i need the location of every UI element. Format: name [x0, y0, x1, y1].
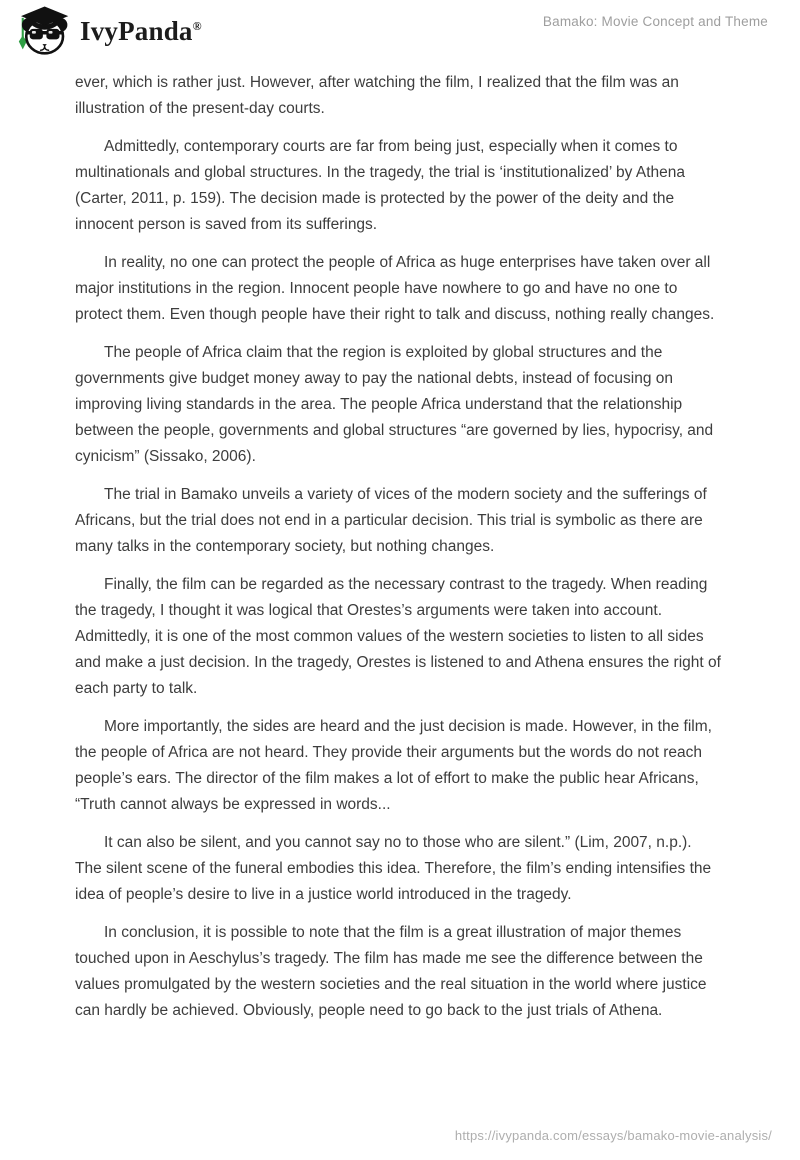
paragraph: Admittedly, contemporary courts are far from being just, especially when it comes to multinationals and global structures. In the tragedy, the trial is ‘institutionalized’ by Athena (Carter, 2011, p. 159). The decision made is protected by the power of the deity and the innocent person is saved from its sufferings. — [75, 138, 686, 233]
brand — [14, 5, 202, 57]
brand-name — [80, 16, 202, 47]
source-url: https://ivypanda.com/essays/bamako-movie-analysis/ — [454, 1128, 772, 1143]
paragraph: It can also be silent, and you cannot say no to those who are silent.” (Lim, 2007, n.p.). The silent scene of the funeral embodies this idea. Therefore, the film’s ending intensifies the idea of people’s desire to live in a justice world introduced in the tragedy. — [75, 834, 712, 903]
header — [0, 0, 800, 62]
paragraph: In conclusion, it is possible to note that the film is a great illustration of major themes touched upon in Aeschylus’s tragedy. The film has made me see the difference between the values promulgated by the western societies and the real situation in the world where justice can hardly be achieved. Obviously, people need to go back to the just trials of Athena. — [75, 924, 707, 1019]
ivypanda-panda-logo-icon — [14, 5, 70, 57]
essay-body — [75, 70, 721, 1036]
document-title: Bamako: Movie Concept and Theme — [542, 14, 768, 29]
registered-mark: ® — [192, 18, 202, 33]
paragraph: In reality, no one can protect the people of Africa as huge enterprises have taken over all major institutions in the region. Innocent people have nowhere to go and have no one to protect them. Even though people have their right to talk and discuss, nothing really changes. — [75, 254, 715, 323]
brand-name-text: IvyPanda — [80, 15, 193, 46]
paragraph: ever, which is rather just. However, after watching the film, I realized that the film was an illustration of the present-day courts. — [75, 74, 679, 117]
paragraph: Finally, the film can be regarded as the necessary contrast to the tragedy. When reading the tragedy, I thought it was logical that Orestes’s arguments were taken into account. Admittedly, it is one of the most common values of the western societies to listen to all sides and make a just decision. In the tragedy, Orestes is listened to and Athena ensures the right of each party to talk. — [75, 576, 721, 697]
paragraph: The people of Africa claim that the region is exploited by global structures and the governments give budget money away to pay the national debts, instead of focusing on improving living standards in the area. The people Africa understand that the relationship between the people, governments and global structures “are governed by lies, hypocrisy, and cynicism” (Sissako, 2006). — [75, 344, 714, 465]
paragraph: The trial in Bamako unveils a variety of vices of the modern society and the sufferings of Africans, but the trial does not end in a particular decision. This trial is symbolic as there are many talks in the contemporary society, but nothing changes. — [75, 486, 707, 555]
paragraph: More importantly, the sides are heard and the just decision is made. However, in the film, the people of Africa are not heard. They provide their arguments but the words do not reach people’s ears. The director of the film makes a lot of effort to make the public hear Africans, “Truth cannot always be expressed in words... — [75, 718, 712, 813]
footer — [455, 1127, 772, 1145]
